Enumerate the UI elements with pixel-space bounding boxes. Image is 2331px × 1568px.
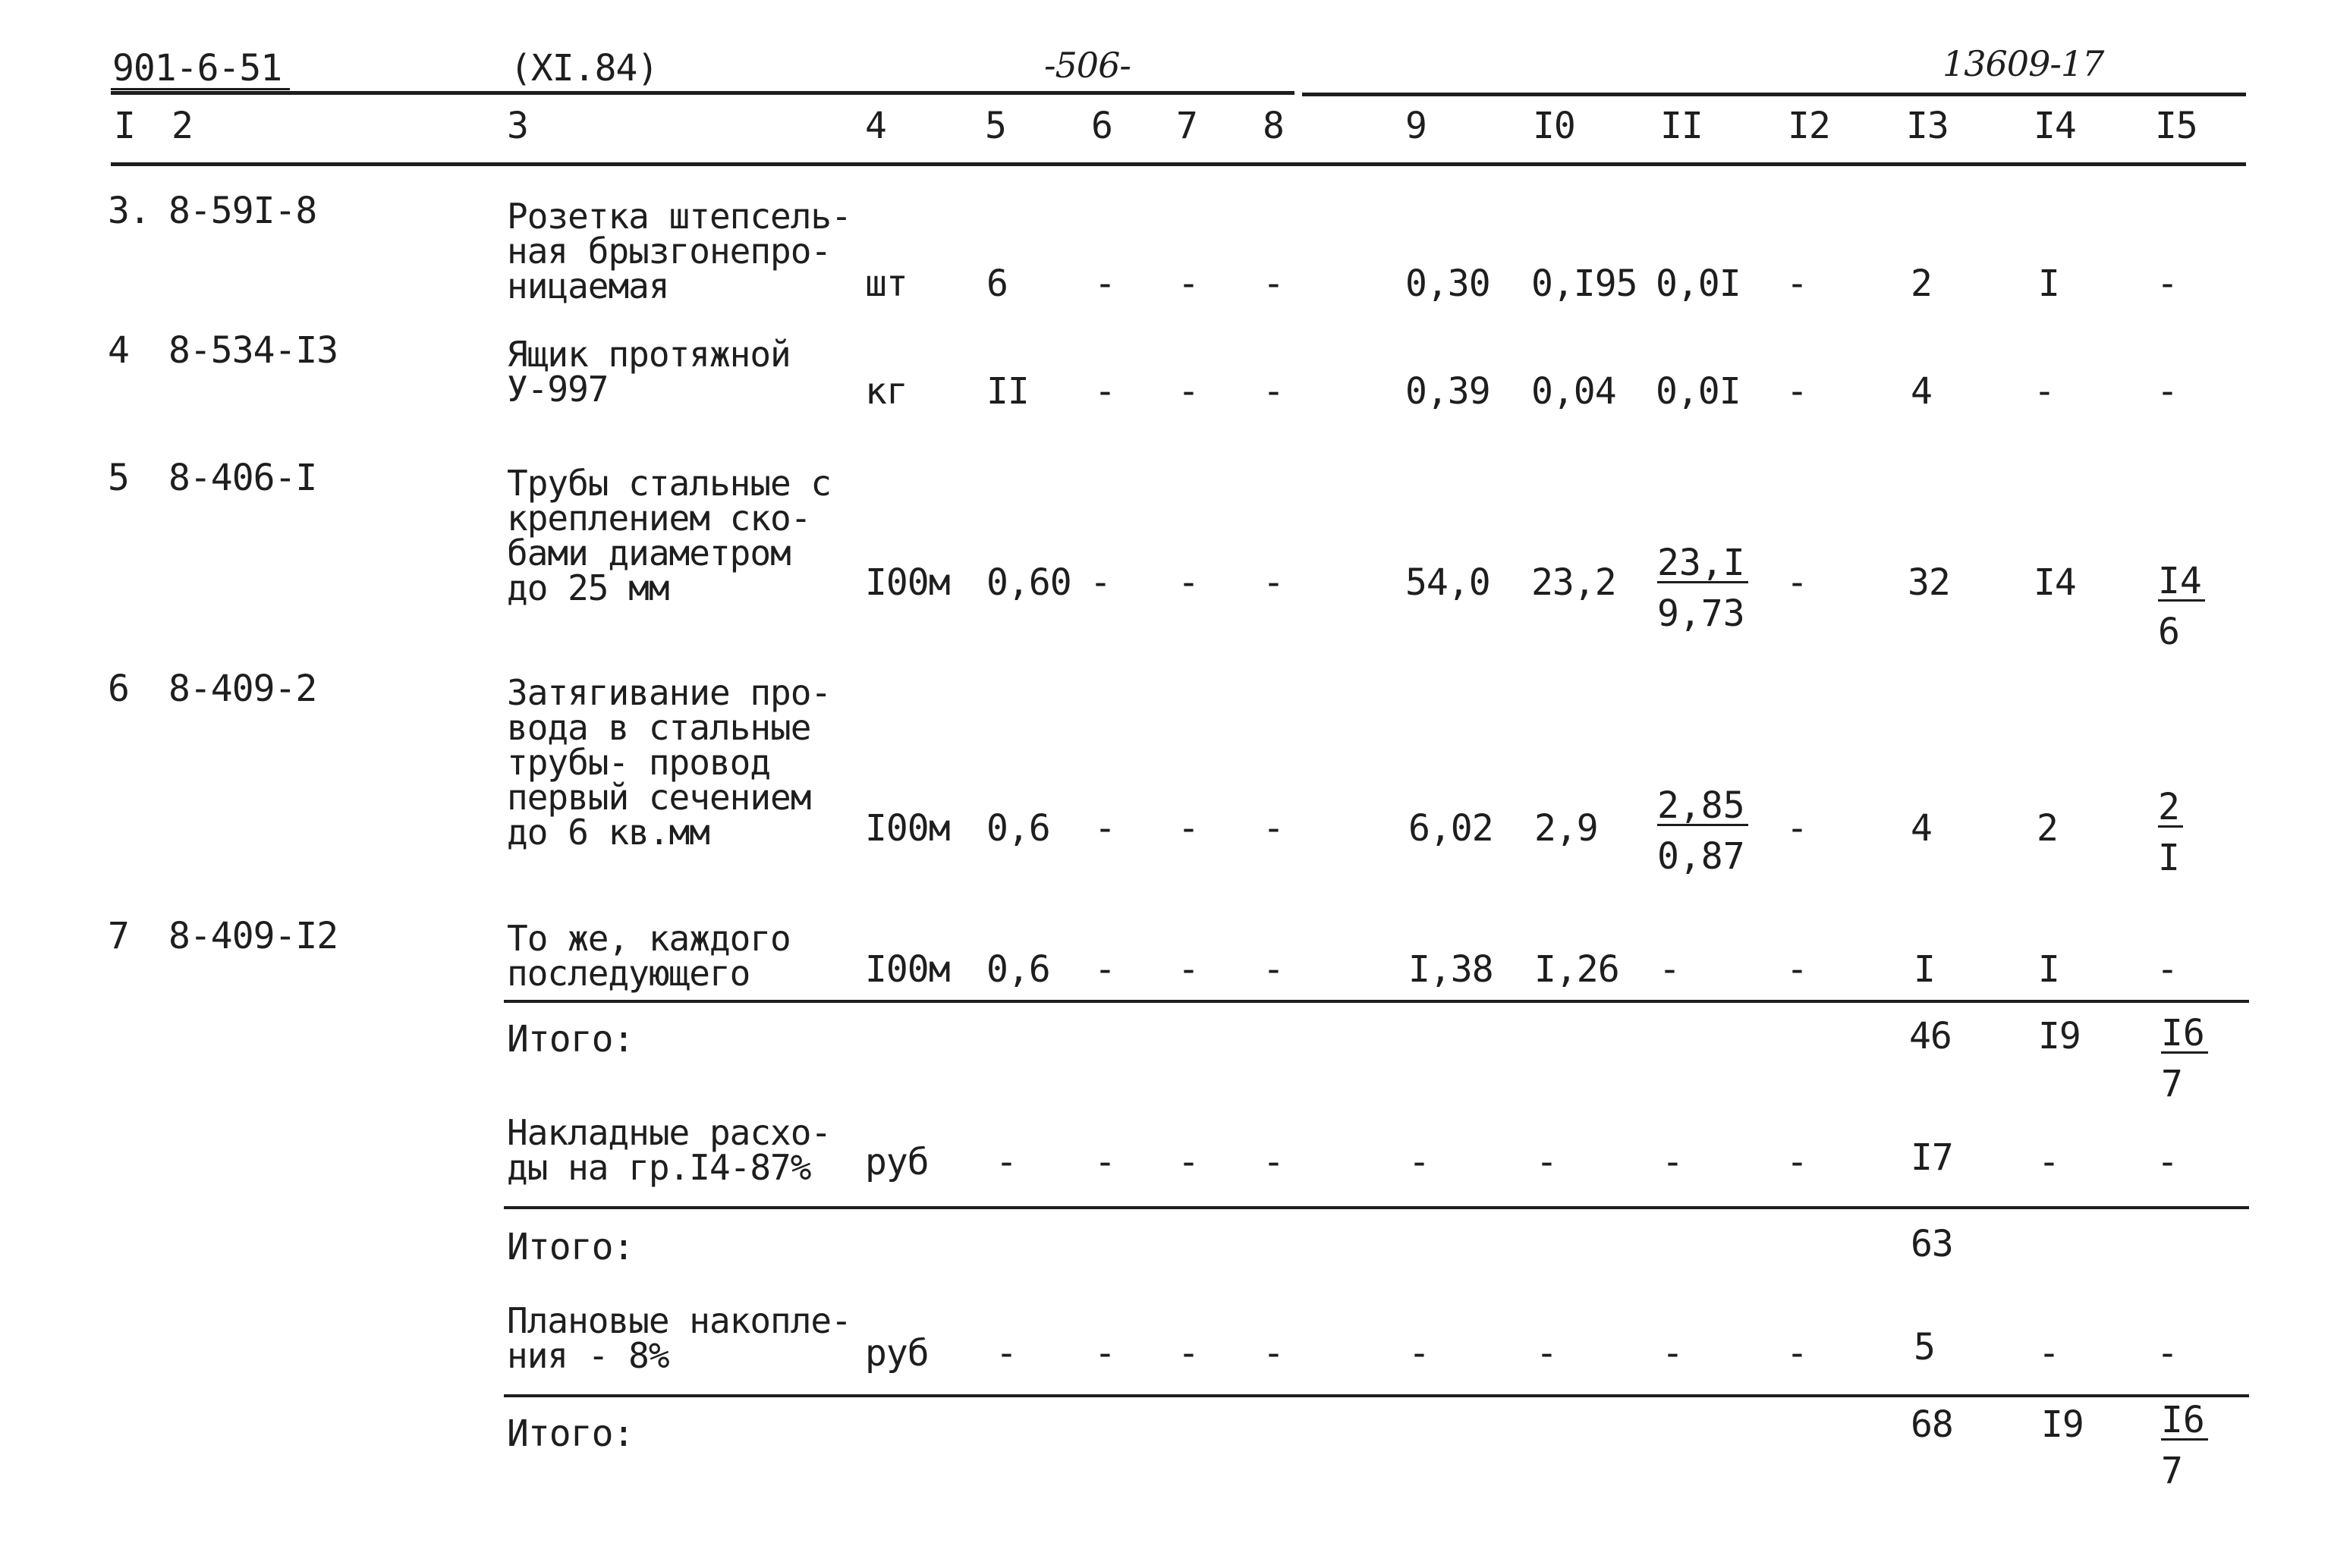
- fraction-numerator: I6: [2161, 1015, 2208, 1054]
- row-col9: 54,0: [1405, 561, 1490, 604]
- column-number: 4: [865, 105, 886, 147]
- savings-dash: -: [1263, 1332, 1284, 1375]
- row-col11-fraction: [1657, 784, 1748, 878]
- row-col10: 2,9: [1534, 807, 1598, 850]
- doc-code: 901-6-51: [112, 47, 282, 90]
- overhead-dash: -: [1662, 1141, 1683, 1183]
- row-code: 8-59I-8: [168, 190, 317, 232]
- grand-total-col14: I9: [2041, 1403, 2084, 1446]
- row-col12: -: [1786, 807, 1807, 850]
- row-col8: -: [1263, 948, 1284, 991]
- row-col6: -: [1094, 948, 1115, 991]
- grand-total-col13: 68: [1911, 1403, 1953, 1446]
- column-number: 5: [985, 105, 1006, 147]
- savings-col14: -: [2038, 1332, 2059, 1375]
- row-col13: 4: [1911, 370, 1932, 413]
- fraction-denominator: I: [2158, 837, 2180, 879]
- row-col10: 0,I95: [1531, 262, 1637, 305]
- overhead-label: Накладные расхо- ды на гр.I4-87%: [507, 1112, 832, 1188]
- overhead-dash: -: [1408, 1141, 1430, 1183]
- row-unit: кг: [865, 370, 908, 413]
- column-header-rule: [111, 162, 2246, 166]
- grand-total-rule: [504, 1394, 2249, 1397]
- row-col12: -: [1786, 262, 1807, 305]
- subtotal-label: Итого:: [507, 1226, 634, 1268]
- row-col10: 0,04: [1531, 370, 1616, 413]
- row-col11: 0,0I: [1656, 262, 1741, 305]
- row-col12: -: [1786, 370, 1807, 413]
- savings-dash: -: [1662, 1332, 1683, 1375]
- row-qty: 0,60: [986, 561, 1071, 604]
- column-number: I: [114, 105, 135, 147]
- row-unit: I00м: [865, 807, 950, 850]
- fraction-numerator: I6: [2161, 1402, 2208, 1441]
- savings-dash: -: [1536, 1332, 1557, 1375]
- row-col14: I4: [2034, 561, 2076, 604]
- fraction-denominator: 7: [2161, 1450, 2183, 1492]
- column-number: I3: [1906, 105, 1949, 147]
- row-number: 6: [108, 668, 129, 710]
- total-col14: I9: [2038, 1015, 2081, 1057]
- row-qty: II: [986, 370, 1029, 413]
- row-col7: -: [1178, 561, 1199, 604]
- fraction-numerator: 23,I: [1657, 545, 1748, 583]
- column-number: 8: [1263, 105, 1284, 147]
- row-qty: 6: [986, 262, 1008, 305]
- row-col15-fraction: [2158, 786, 2249, 879]
- row-code: 8-534-I3: [168, 329, 338, 372]
- row-col11-fraction: [1657, 542, 1748, 635]
- row-description: Трубы стальные с креплением ско- бами диаметром до 25 мм: [507, 463, 832, 608]
- row-col14: -: [2034, 370, 2055, 413]
- row-col15-fraction: [2158, 560, 2249, 653]
- row-col7: -: [1178, 262, 1199, 305]
- row-description: Затягивание про- вода в стальные трубы- провод первый сечением до 6 кв.мм: [507, 672, 832, 853]
- row-number: 3.: [108, 190, 150, 232]
- row-number: 5: [108, 457, 129, 499]
- doc-code-underline: [111, 88, 290, 90]
- overhead-col13: I7: [1911, 1136, 1953, 1179]
- row-col6: -: [1090, 561, 1111, 604]
- row-col7: -: [1178, 948, 1199, 991]
- column-number: 7: [1176, 105, 1197, 147]
- total-col15-fraction: [2161, 1012, 2252, 1105]
- column-number: I5: [2155, 105, 2197, 147]
- row-col6: -: [1094, 370, 1115, 413]
- row-description: Ящик протяжной У-997: [507, 334, 791, 410]
- row-col14: I: [2038, 262, 2059, 305]
- row-qty: 0,6: [986, 948, 1050, 991]
- row-col7: -: [1178, 807, 1199, 850]
- column-number: II: [1660, 105, 1703, 147]
- row-description: Розетка штепсель- ная брызгонепро- ницаемая: [507, 196, 851, 306]
- row-code: 8-409-2: [168, 668, 317, 710]
- row-col14: I: [2038, 948, 2059, 991]
- row-code: 8-406-I: [168, 457, 317, 499]
- row-col15: -: [2156, 948, 2178, 991]
- savings-label: Плановые накопле- ния - 8%: [507, 1300, 851, 1376]
- grand-total-col15-fraction: [2161, 1399, 2252, 1492]
- row-col12: -: [1786, 561, 1807, 604]
- overhead-dash: -: [1786, 1141, 1807, 1183]
- total-col13: 46: [1909, 1015, 1952, 1057]
- header-rule-right: [1302, 93, 2246, 96]
- row-col11: -: [1659, 948, 1680, 991]
- row-col6: -: [1094, 262, 1115, 305]
- row-col10: 23,2: [1531, 561, 1616, 604]
- row-number: 7: [108, 915, 129, 957]
- row-col9: 0,39: [1405, 370, 1490, 413]
- row-col11: 0,0I: [1656, 370, 1741, 413]
- header-rule-left: [111, 91, 1294, 95]
- savings-dash: -: [1178, 1332, 1199, 1375]
- row-unit: I00м: [865, 948, 950, 991]
- column-number: 6: [1091, 105, 1112, 147]
- overhead-col15: -: [2156, 1141, 2178, 1183]
- row-col6: -: [1094, 807, 1115, 850]
- column-number: 3: [507, 105, 528, 147]
- fraction-denominator: 0,87: [1657, 835, 1745, 878]
- overhead-dash: -: [1263, 1141, 1284, 1183]
- overhead-dash: -: [996, 1141, 1017, 1183]
- savings-unit: руб: [865, 1332, 929, 1375]
- row-col12: -: [1786, 948, 1807, 991]
- row-description: То же, каждого последующего: [507, 918, 791, 994]
- row-col8: -: [1263, 262, 1284, 305]
- row-col13: 2: [1911, 262, 1932, 305]
- overhead-dash: -: [1536, 1141, 1557, 1183]
- savings-dash: -: [996, 1332, 1017, 1375]
- totals-rule: [504, 1000, 2249, 1003]
- row-unit: шт: [865, 262, 908, 305]
- page-number: -506-: [1044, 45, 1131, 86]
- subtotal-col13: 63: [1911, 1223, 1953, 1265]
- savings-col13: 5: [1914, 1326, 1935, 1368]
- savings-dash: -: [1094, 1332, 1115, 1375]
- overhead-col14: -: [2038, 1141, 2059, 1183]
- row-col14: 2: [2037, 807, 2058, 850]
- savings-col15: -: [2156, 1332, 2178, 1375]
- grand-total-label: Итого:: [507, 1412, 634, 1455]
- overhead-dash: -: [1094, 1141, 1115, 1183]
- fraction-denominator: 6: [2158, 611, 2180, 653]
- row-col15: -: [2156, 262, 2178, 305]
- row-col8: -: [1263, 370, 1284, 413]
- fraction-denominator: 9,73: [1657, 592, 1745, 635]
- column-number: 2: [171, 105, 193, 147]
- fraction-numerator: 2: [2158, 789, 2183, 828]
- row-col13: I: [1914, 948, 1935, 991]
- column-number: 9: [1405, 105, 1427, 147]
- fraction-numerator: 2,85: [1657, 787, 1748, 826]
- savings-dash: -: [1786, 1332, 1807, 1375]
- row-number: 4: [108, 329, 129, 372]
- row-qty: 0,6: [986, 807, 1050, 850]
- row-col8: -: [1263, 807, 1284, 850]
- row-col13: 4: [1911, 807, 1932, 850]
- total-label: Итого:: [507, 1018, 634, 1061]
- sheet-code: 13609-17: [1942, 43, 2104, 84]
- row-unit: I00м: [865, 561, 950, 604]
- column-number: I4: [2034, 105, 2076, 147]
- column-number: I0: [1533, 105, 1575, 147]
- row-col9: I,38: [1408, 948, 1493, 991]
- row-col9: 0,30: [1405, 262, 1490, 305]
- overhead-dash: -: [1178, 1141, 1199, 1183]
- fraction-numerator: I4: [2158, 563, 2205, 602]
- fraction-denominator: 7: [2161, 1063, 2183, 1105]
- row-col10: I,26: [1534, 948, 1619, 991]
- row-col7: -: [1178, 370, 1199, 413]
- row-col13: 32: [1908, 561, 1950, 604]
- overhead-unit: руб: [865, 1141, 929, 1183]
- date-code: (XI.84): [510, 47, 659, 90]
- subtotal-rule: [504, 1206, 2249, 1209]
- row-col8: -: [1263, 561, 1284, 604]
- row-code: 8-409-I2: [168, 915, 338, 957]
- column-number: I2: [1788, 105, 1830, 147]
- row-col15: -: [2156, 370, 2178, 413]
- savings-dash: -: [1408, 1332, 1430, 1375]
- row-col9: 6,02: [1408, 807, 1493, 850]
